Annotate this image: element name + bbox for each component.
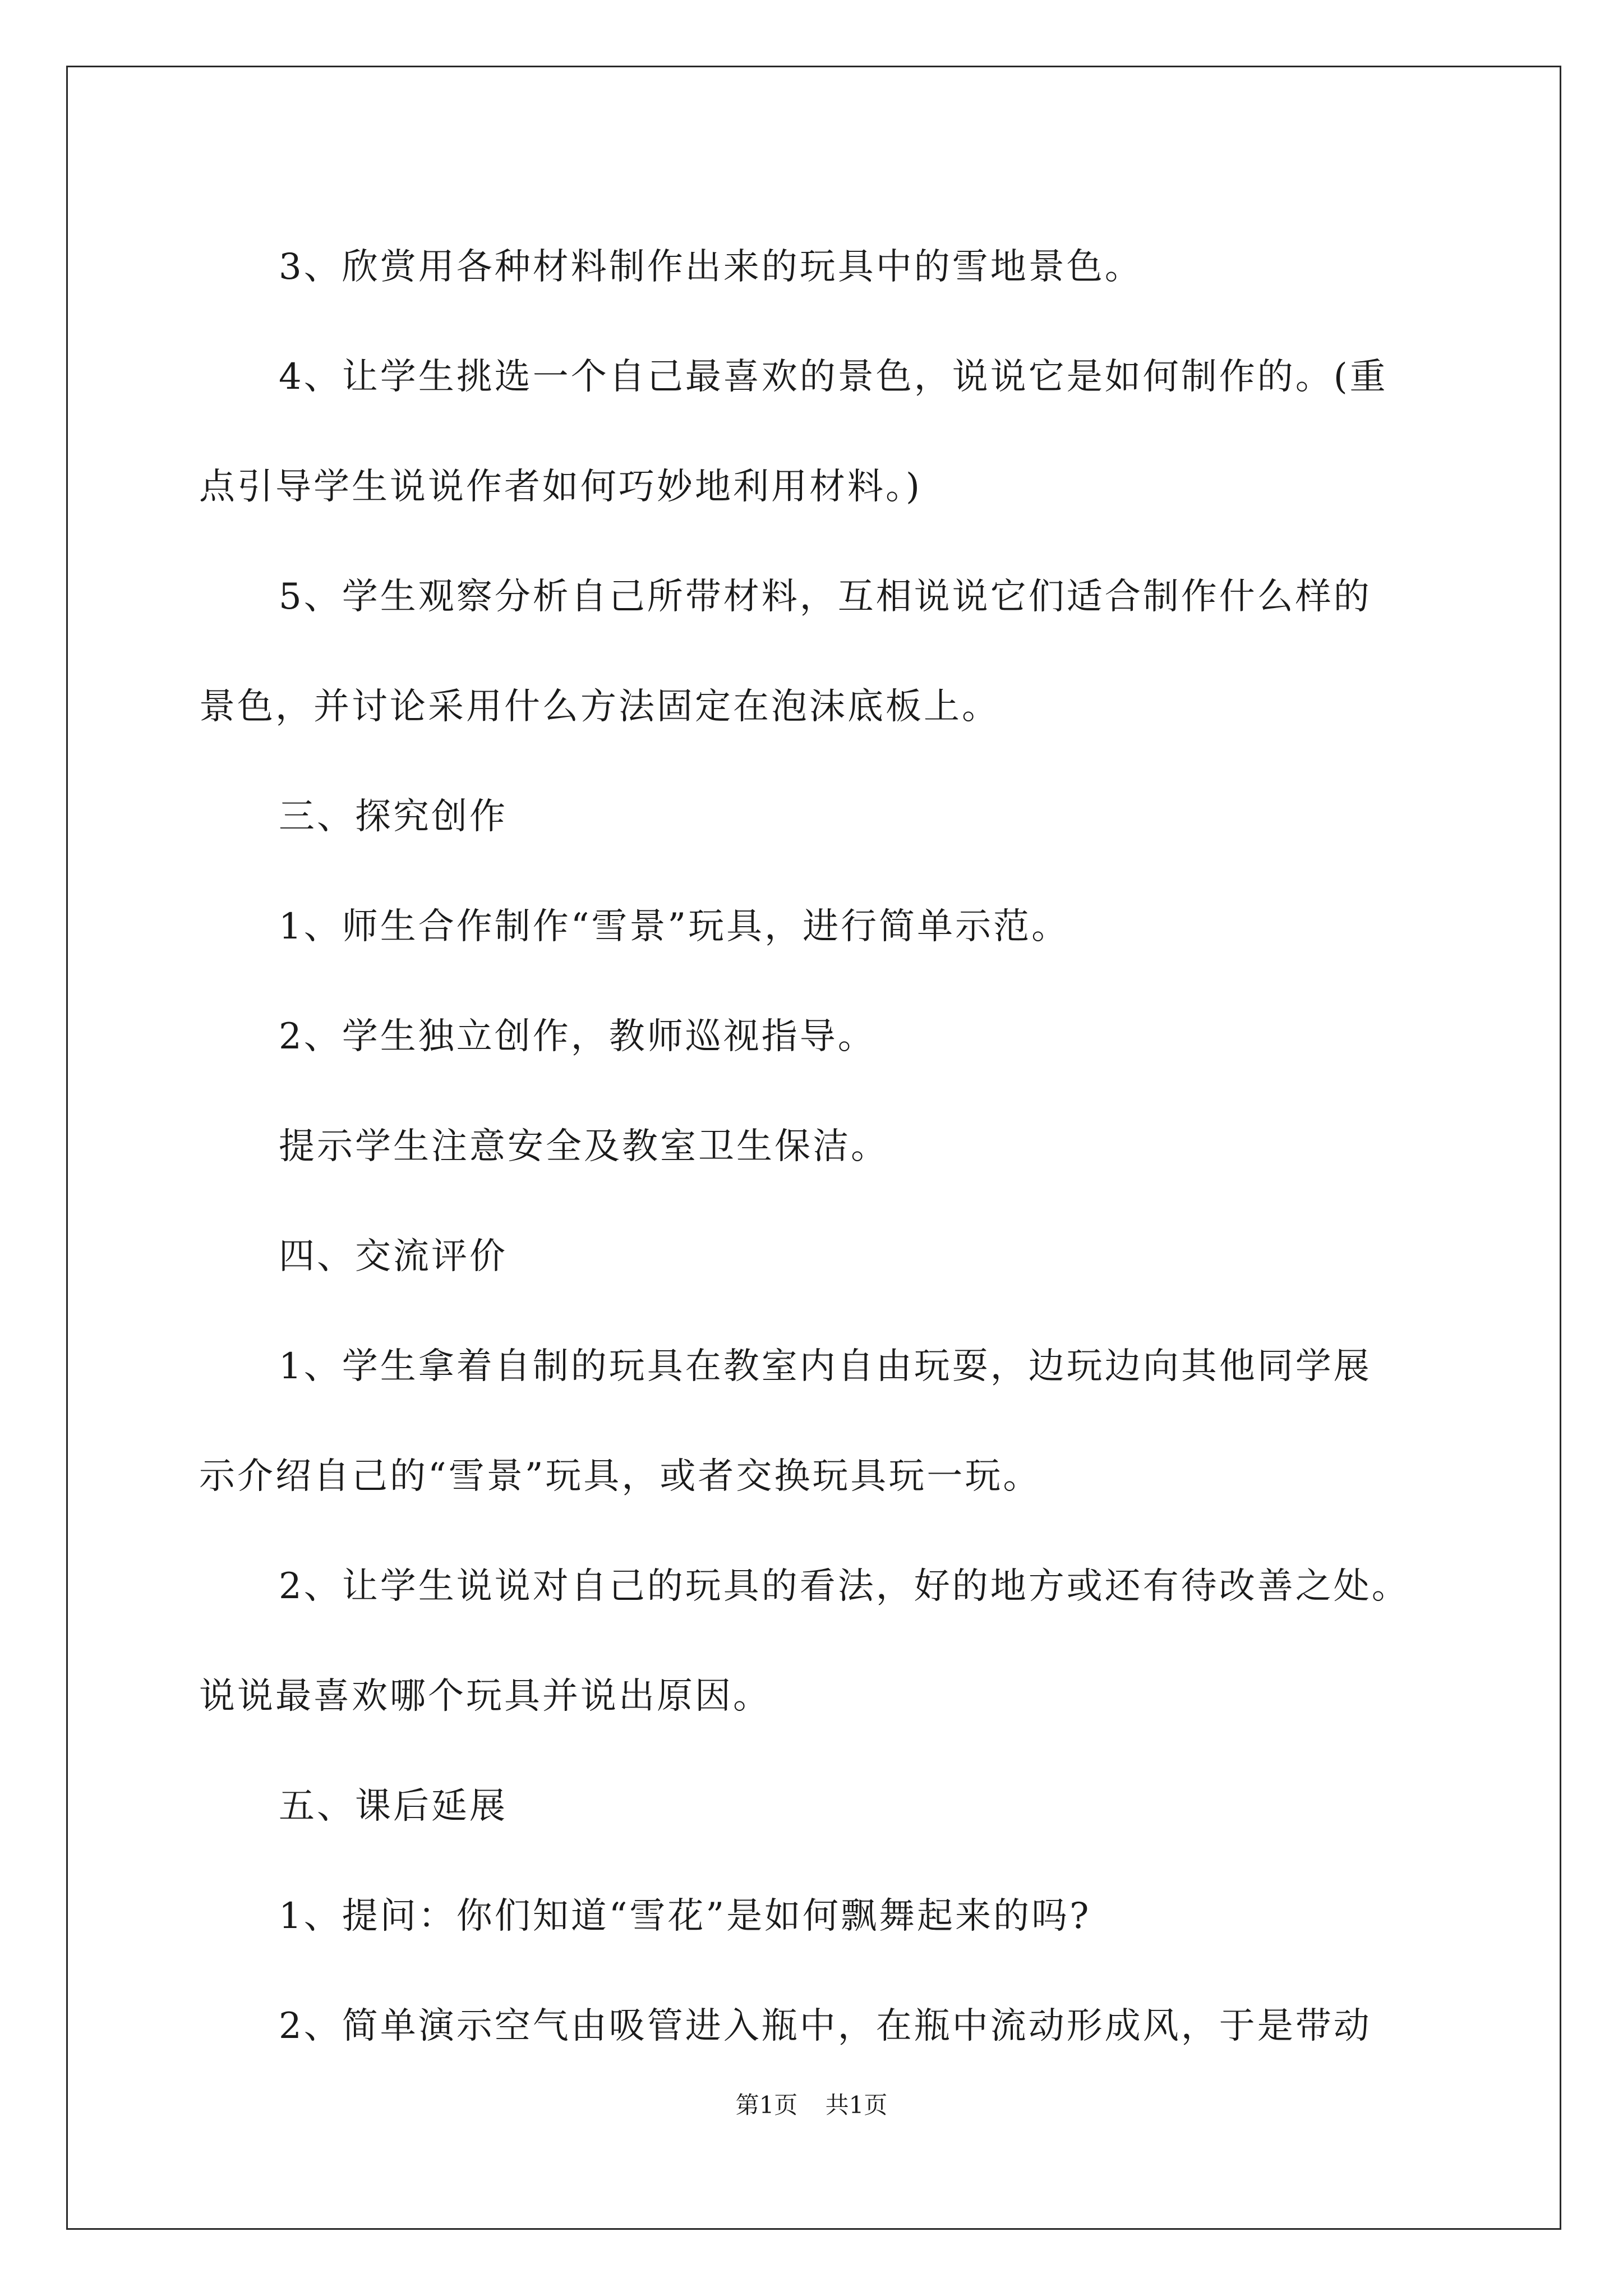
page-total: 共1页 [825, 2091, 888, 2119]
paragraph: 1、提问：你们知道“雪花”是如何飘舞起来的吗? [279, 1895, 1091, 1937]
paragraph: 1、师生合作制作“雪景”玩具，进行简单示范。 [279, 906, 1070, 947]
section-heading: 四、交流评价 [279, 1236, 508, 1277]
paragraph: 2、学生独立创作，教师巡视指导。 [279, 1016, 876, 1057]
paragraph: 4、让学生挑选一个自己最喜欢的景色，说说它是如何制作的。(重 [279, 356, 1388, 398]
section-heading: 三、探究创作 [279, 796, 508, 838]
paragraph: 1、学生拿着自制的玩具在教室内自由玩耍，边玩边向其他同学展 [279, 1346, 1372, 1387]
paragraph: 2、让学生说说对自己的玩具的看法，好的地方或还有待改善之处。 [279, 1566, 1410, 1607]
paragraph: 提示学生注意安全及教室卫生保洁。 [279, 1126, 889, 1167]
paragraph-continuation: 示介绍自己的“雪景”玩具，或者交换玩具玩一玩。 [199, 1456, 1041, 1497]
section-heading: 五、课后延展 [279, 1786, 508, 1827]
page-footer [0, 2087, 1623, 2120]
paragraph-continuation: 点引导学生说说作者如何巧妙地利用材料。) [199, 466, 922, 508]
paragraph: 3、欣赏用各种材料制作出来的玩具中的雪地景色。 [279, 246, 1143, 288]
paragraph-continuation: 景色，并讨论采用什么方法固定在泡沫底板上。 [199, 686, 1000, 728]
document-body [199, 212, 1430, 2081]
page-number: 第1页 [735, 2091, 798, 2119]
paragraph: 2、简单演示空气由吸管进入瓶中，在瓶中流动形成风，于是带动 [279, 2005, 1372, 2047]
paragraph: 5、学生观察分析自己所带材料，互相说说它们适合制作什么样的 [279, 576, 1372, 618]
paragraph-continuation: 说说最喜欢哪个玩具并说出原因。 [199, 1676, 771, 1717]
